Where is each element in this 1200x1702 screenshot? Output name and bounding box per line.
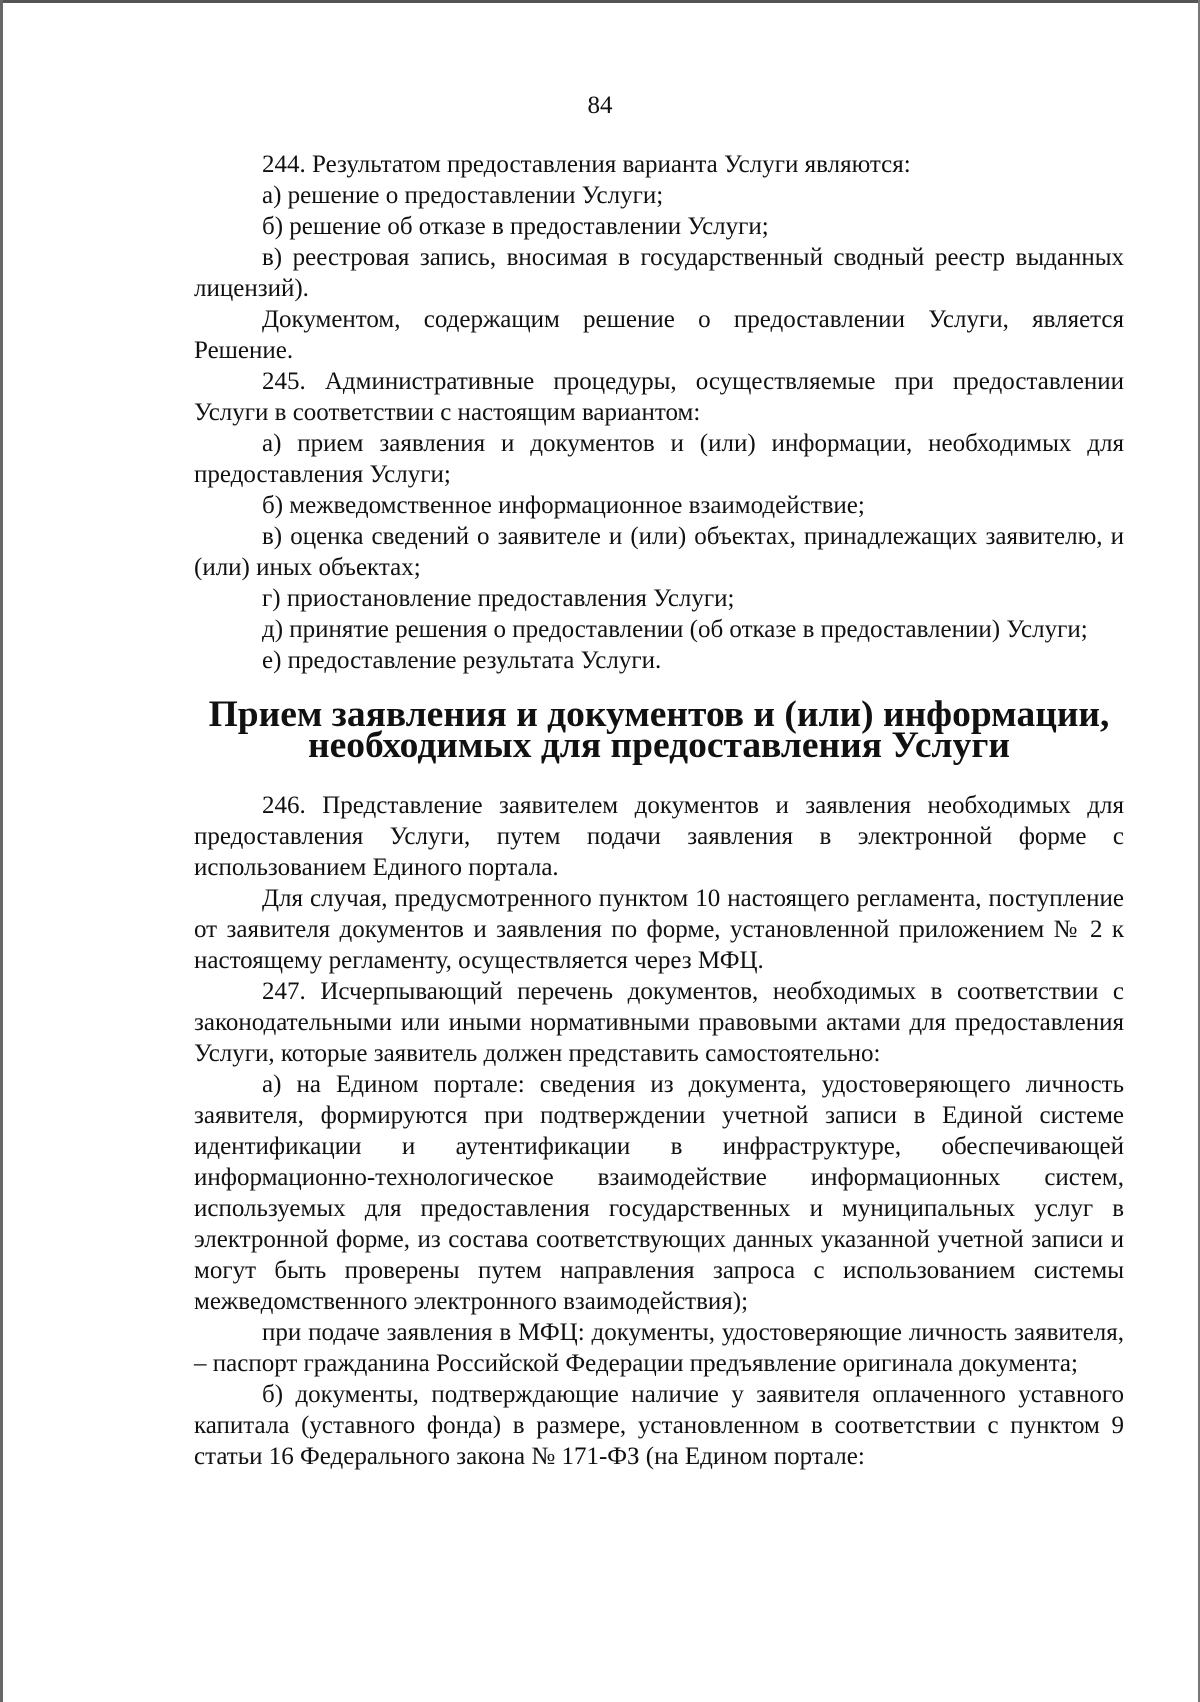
list-item-documents-a: а) на Едином портале: сведения из документа, удостоверяющего личность заявителя, формируются при подтверждении учетной записи в Единой системе идентификации и аутентификации в инфраструктуре, обеспечивающей информационно-технологическое взаимодействие информационных систем, используемых для предоставления государственных и муниципальных услуг в электронной форме, из состава соответствующих данных указанной учетной записи и могут быть проверены путем направления запроса с использованием системы межведомственного электронного взаимодействия);: [194, 1071, 1124, 1315]
paragraph-244: 244. Результатом предоставления варианта Услуги являются:: [262, 151, 911, 178]
list-item-procedure-d: г) приостановление предоставления Услуги;: [262, 585, 735, 612]
list-item-documents-b: б) документы, подтверждающие наличие у заявителя оплаченного уставного капитала (уставного фонда) в размере, установленном в соответствии с пунктом 9 статьи 16 Федерального закона № 171-ФЗ (на Едином портале:: [194, 1381, 1124, 1470]
paragraph-point-10-case: Для случая, предусмотренного пунктом 10 настоящего регламента, поступление от заявителя документов и заявления по форме, установленной приложением № 2 к настоящему регламенту, осуществляется через МФЦ.: [194, 885, 1124, 974]
section-heading: Прием заявления и документов и (или) информации, необходимых для предоставления Услуги: [208, 694, 1110, 766]
list-item-procedure-a: а) прием заявления и документов и (или) информации, необходимых для предоставления Услуги;: [194, 430, 1124, 488]
scan-edge-left: [0, 0, 3, 1702]
scan-edge-top: [0, 0, 1200, 3]
paragraph-247: 247. Исчерпывающий перечень документов, необходимых в соответствии с законодательными или иными нормативными правовыми актами для предоставления Услуги, которые заявитель должен представить самостоятельно:: [194, 978, 1124, 1067]
paragraph-245: 245. Административные процедуры, осуществляемые при предоставлении Услуги в соответствии с настоящим вариантом:: [194, 368, 1124, 426]
list-item-result-a: а) решение о предоставлении Услуги;: [262, 182, 664, 209]
list-item-procedure-e: д) принятие решения о предоставлении (об отказе в предоставлении) Услуги;: [262, 616, 1088, 643]
list-item-result-b: б) решение об отказе в предоставлении Услуги;: [262, 213, 769, 240]
list-item-procedure-f: е) предоставление результата Услуги.: [262, 647, 662, 674]
paragraph-decision-document: Документом, содержащим решение о предоставлении Услуги, является Решение.: [194, 306, 1124, 364]
document-body: [194, 149, 1124, 1472]
page-number: 84: [587, 92, 613, 119]
list-item-result-c: в) реестровая запись, вносимая в государственный сводный реестр выданных лицензий).: [194, 244, 1124, 302]
paragraph-246: 246. Представление заявителем документов и заявления необходимых для предоставления Услуги, путем подачи заявления в электронной форме с использованием Единого портала.: [194, 792, 1124, 881]
paragraph-mfc-submission: при подаче заявления в МФЦ: документы, удостоверяющие личность заявителя, – паспорт гражданина Российской Федерации предъявление оригинала документа;: [194, 1319, 1124, 1377]
list-item-procedure-c: в) оценка сведений о заявителе и (или) объектах, принадлежащих заявителю, и (или) иных объектах;: [194, 523, 1124, 581]
list-item-procedure-b: б) межведомственное информационное взаимодействие;: [262, 492, 865, 519]
